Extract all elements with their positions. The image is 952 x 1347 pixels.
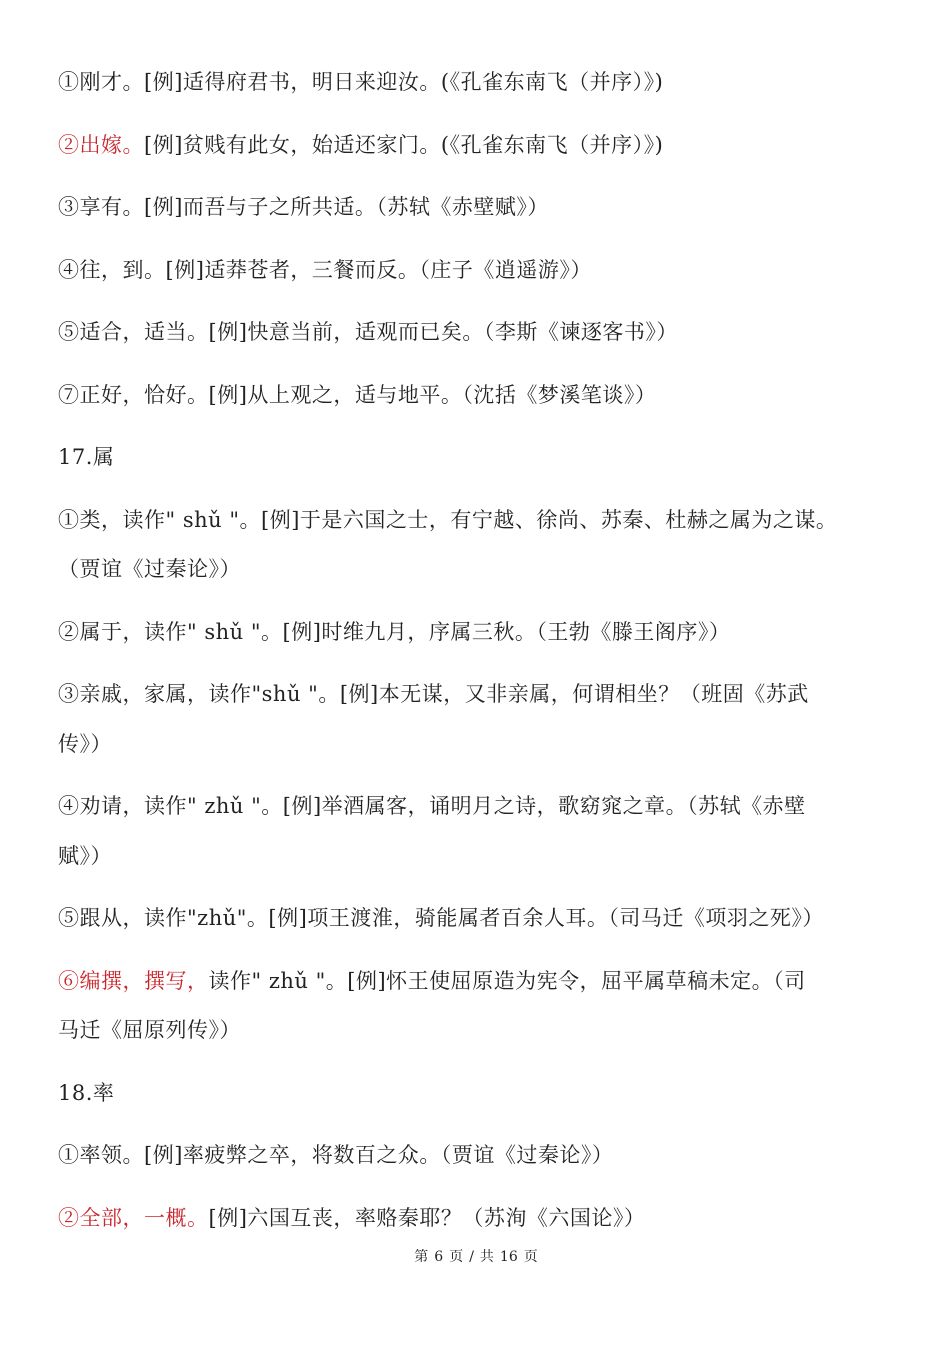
- entry-line: ④往，到。[例]适莽苍者，三餐而反。（庄子《逍遥游》）: [58, 258, 592, 282]
- entry-line: 传》）: [58, 732, 112, 756]
- total-page-count: 16: [499, 1249, 518, 1265]
- section-heading: 17.属: [58, 445, 115, 469]
- entry-line: ⑥编撰，撰写，读作" zhǔ "。[例]怀王使屈原造为宪令，屈平属草稿未定。（司: [58, 969, 806, 993]
- entry-line: ⑤适合，适当。[例]快意当前，适观而已矣。（李斯《谏逐客书》）: [58, 320, 678, 344]
- entry-line: 马迁《屈原列传》）: [58, 1018, 241, 1042]
- entry-line: ①类，读作" shǔ "。[例]于是六国之士，有宁越、徐尚、苏秦、杜赫之属为之谋。: [58, 508, 838, 532]
- entry-line: ①率领。[例]率疲弊之卒，将数百之众。（贾谊《过秦论》）: [58, 1143, 614, 1167]
- entry-line: ⑤跟从，读作"zhǔ"。[例]项王渡淮，骑能属者百余人耳。（司马迁《项羽之死》）: [58, 906, 824, 930]
- entry-line: （贾谊《过秦论》）: [58, 557, 241, 581]
- entry-line: 赋》）: [58, 844, 112, 868]
- current-page-number: 6: [434, 1249, 444, 1265]
- entry-line: ③享有。[例]而吾与子之所共适。（苏轼《赤壁赋》）: [58, 195, 549, 219]
- entry-line: ④劝请，读作" zhǔ "。[例]举酒属客，诵明月之诗，歌窈窕之章。（苏轼《赤壁: [58, 794, 806, 818]
- entry-line: ②出嫁。[例]贫贱有此女，始适还家门。(《孔雀东南飞（并序）》): [58, 133, 664, 157]
- highlighted-meaning: ②全部，一概。: [58, 1206, 209, 1230]
- highlighted-meaning: ②出嫁。: [58, 133, 144, 157]
- page-footer: 第 6 页 / 共 16 页: [414, 1249, 538, 1265]
- section-heading: 18.率: [58, 1081, 115, 1105]
- entry-line: ①刚才。[例]适得府君书，明日来迎汝。(《孔雀东南飞（并序）》): [58, 70, 664, 94]
- highlighted-meaning: ⑥编撰，撰写，: [58, 969, 209, 993]
- entry-line: ②属于，读作" shǔ "。[例]时维九月，序属三秋。（王勃《滕王阁序》）: [58, 620, 731, 644]
- entry-line: ③亲戚，家属，读作"shǔ "。[例]本无谋，又非亲属，何谓相坐？（班固《苏武: [58, 682, 809, 706]
- entry-line: ②全部，一概。[例]六国互丧，率赂秦耶？（苏洵《六国论》）: [58, 1206, 646, 1230]
- entry-line: ⑦正好，恰好。[例]从上观之，适与地平。（沈括《梦溪笔谈》）: [58, 383, 657, 407]
